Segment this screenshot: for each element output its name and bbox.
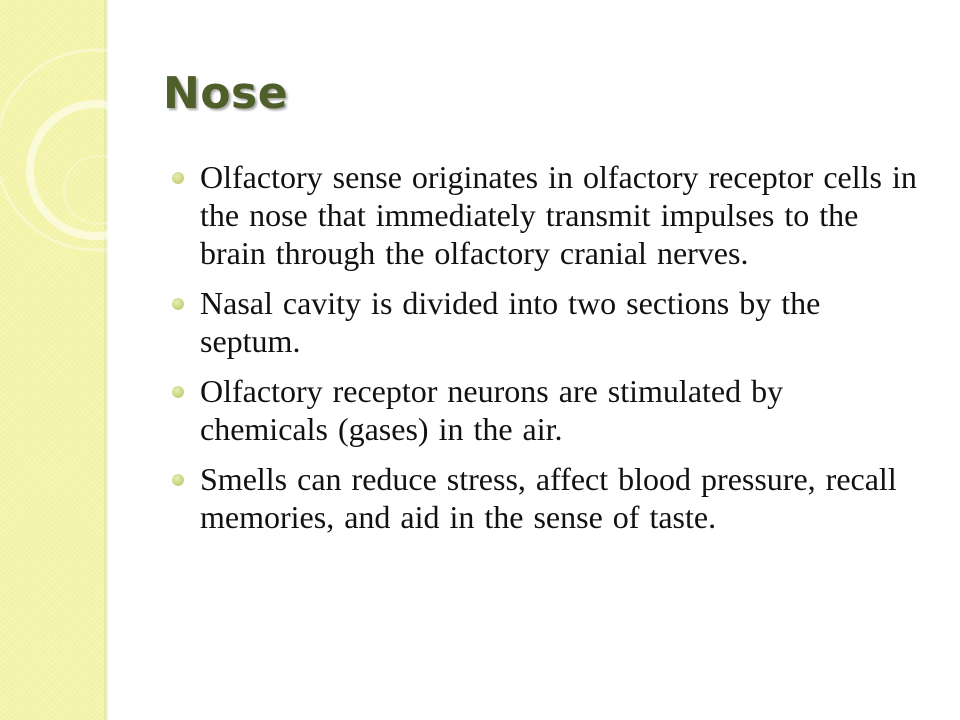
bullet-item bbox=[160, 284, 920, 360]
bullet-dot-icon bbox=[172, 474, 184, 486]
bullet-list bbox=[160, 158, 920, 548]
slide-title: Nose bbox=[163, 68, 289, 119]
bullet-dot-icon bbox=[172, 172, 184, 184]
bullet-item bbox=[160, 460, 920, 536]
bullet-item bbox=[160, 158, 920, 272]
bullet-text: Nasal cavity is divided into two sections by the septum. bbox=[200, 285, 821, 359]
bullet-text: Smells can reduce stress, affect blood pressure, recall memories, and aid in the sense of taste. bbox=[200, 461, 897, 535]
bullet-dot-icon bbox=[172, 298, 184, 310]
bullet-text: Olfactory receptor neurons are stimulated by chemicals (gases) in the air. bbox=[200, 373, 784, 447]
decorative-arcs bbox=[0, 0, 130, 320]
bullet-text: Olfactory sense originates in olfactory receptor cells in the nose that immediately transmit impulses to the brain through the olfactory cranial nerves. bbox=[200, 159, 917, 271]
bullet-item bbox=[160, 372, 920, 448]
bullet-dot-icon bbox=[172, 386, 184, 398]
